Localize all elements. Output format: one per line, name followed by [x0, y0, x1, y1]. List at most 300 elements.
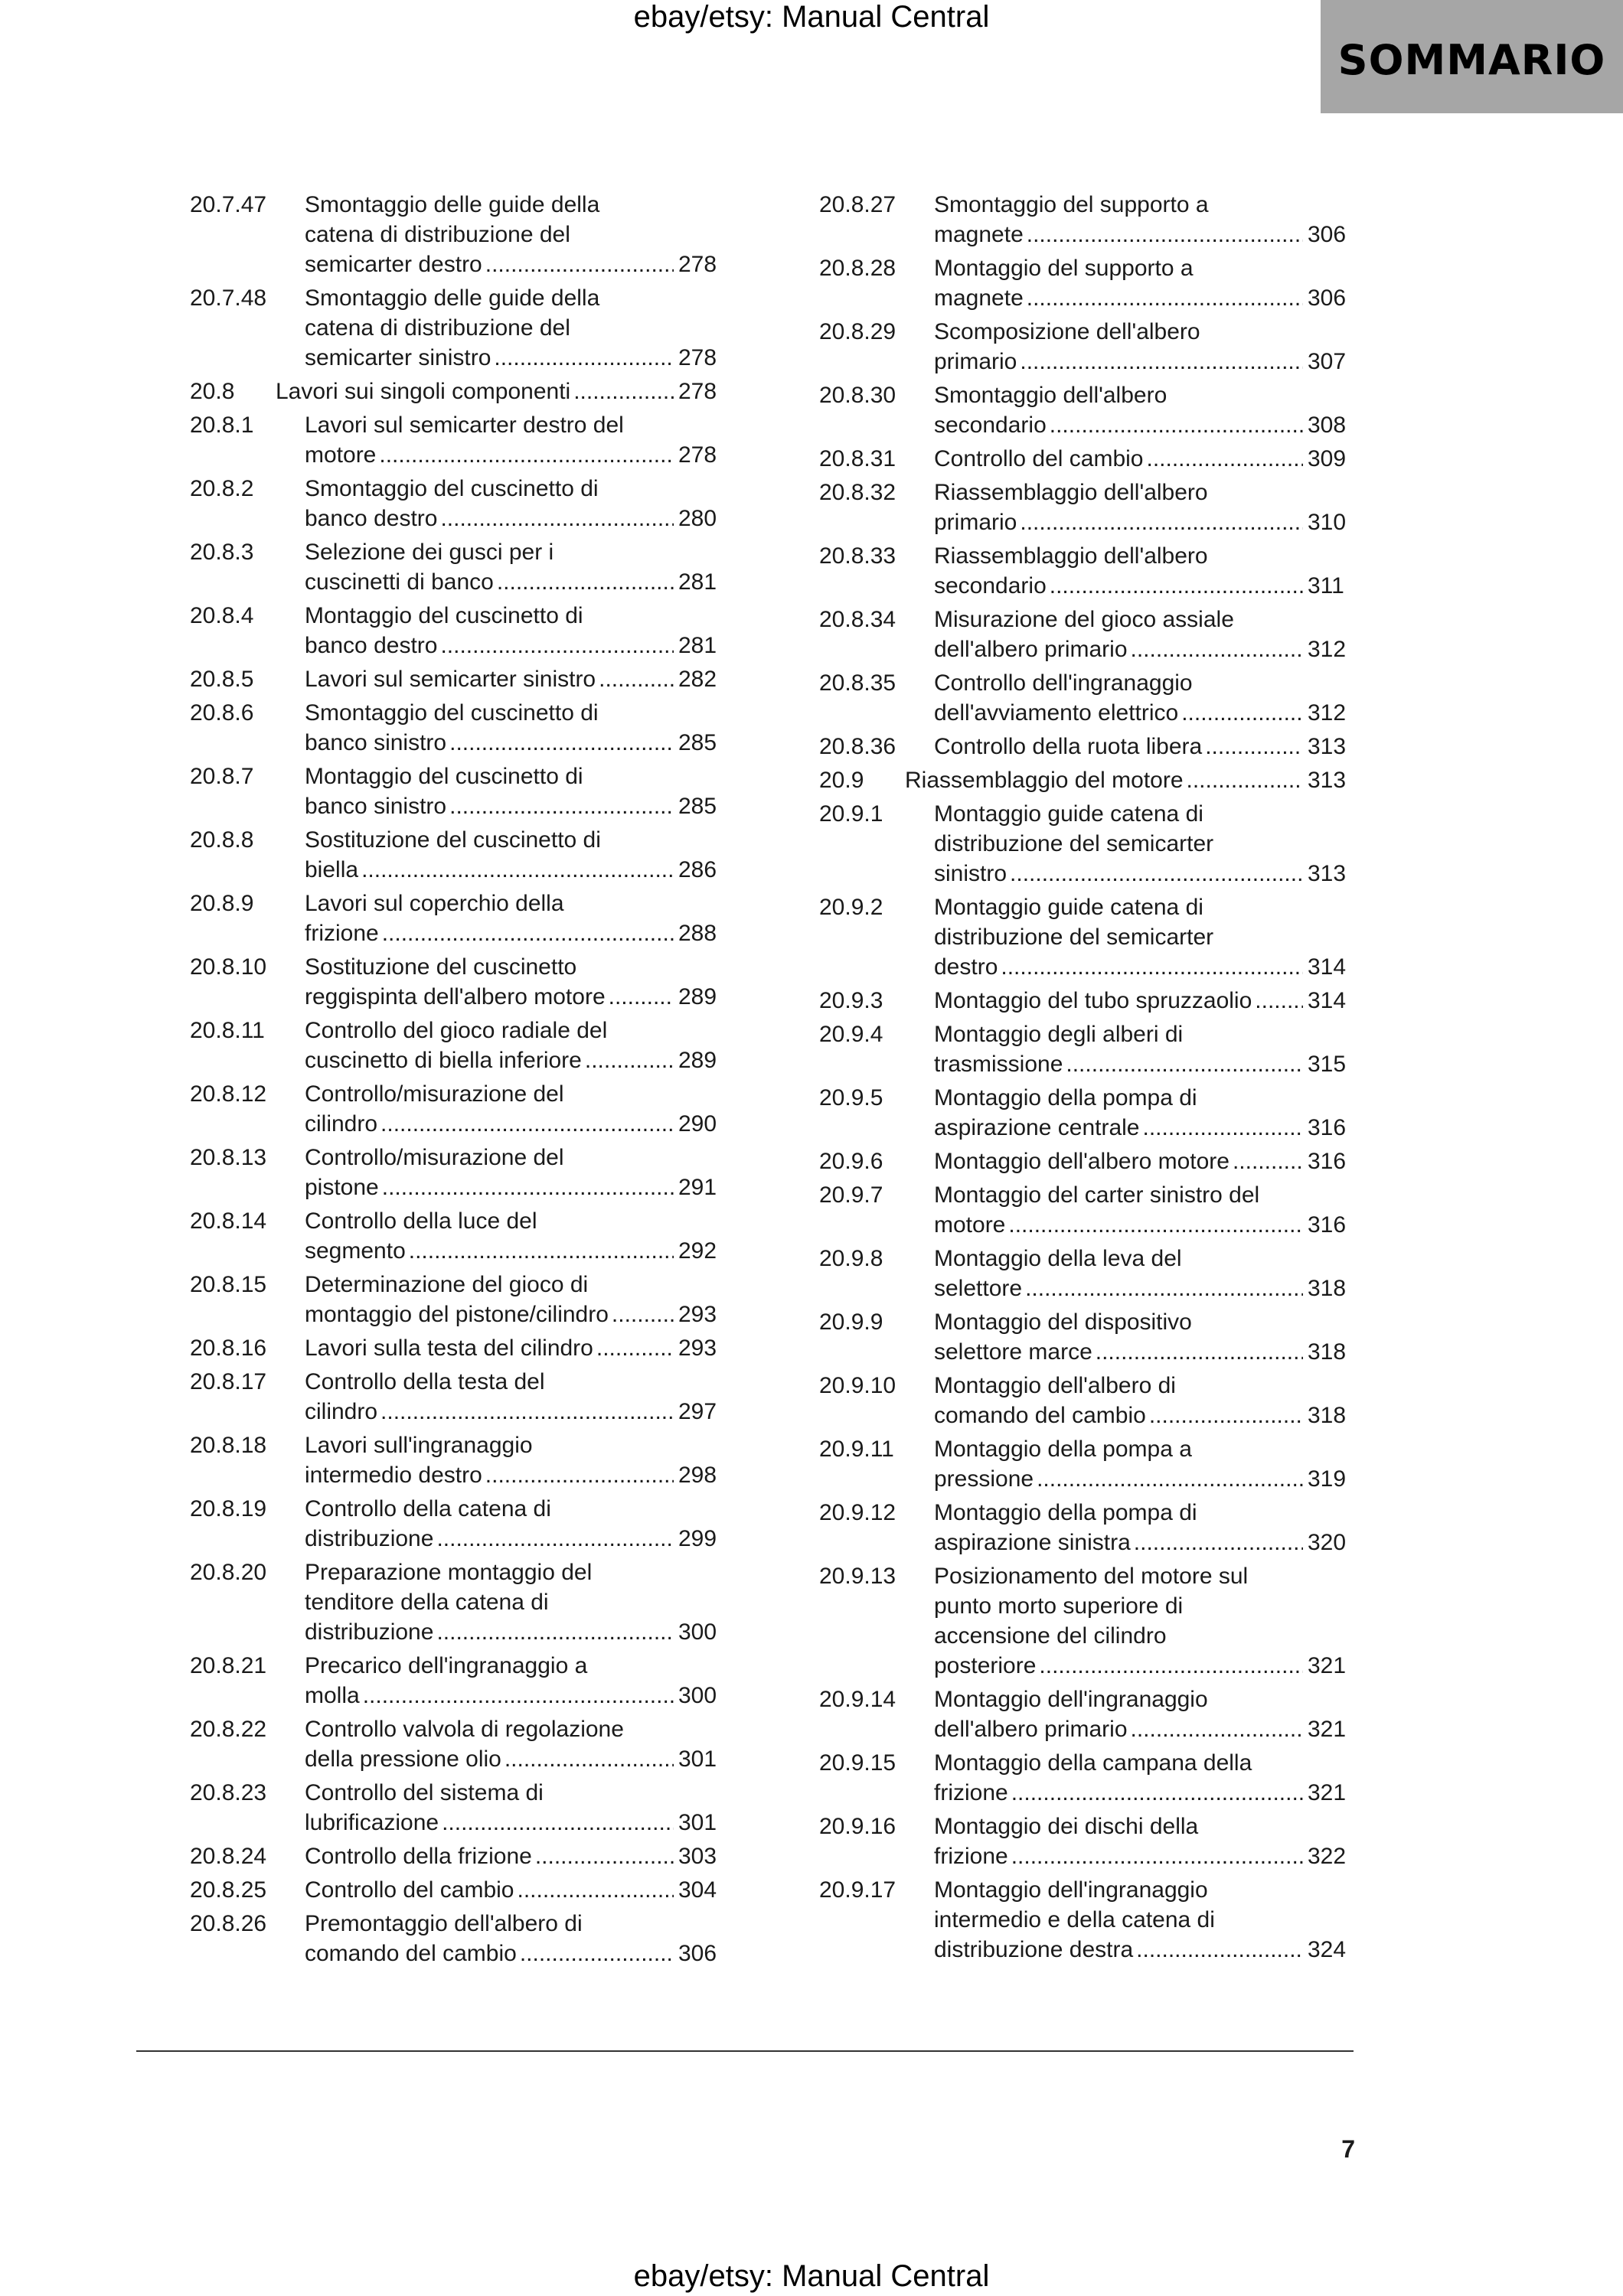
toc-entry-page: 297: [678, 1399, 717, 1424]
toc-entry-title-line: semicarter sinistro: [305, 345, 491, 370]
toc-entry: [190, 1841, 726, 1871]
page-number: 7: [1341, 2135, 1355, 2163]
toc-entry-title-line: banco destro: [305, 633, 438, 658]
toc-entry-title-line: comando del cambio: [305, 1941, 517, 1966]
toc-entry-page: 311: [1308, 573, 1344, 598]
toc-dot-leader: [361, 855, 674, 885]
toc-entry-title-line: Montaggio dell'ingranaggio: [934, 1877, 1208, 1903]
toc-entry: [819, 1180, 1355, 1240]
toc-entry-title-line: Controllo della luce del: [305, 1208, 537, 1234]
toc-entry-title-line: Montaggio della campana della: [934, 1750, 1252, 1776]
toc-entry-page: 289: [678, 984, 717, 1009]
toc-entry-page: 316: [1308, 1149, 1347, 1174]
toc-dot-leader: [585, 1045, 674, 1075]
toc-entry-title-line: reggispinta dell'albero motore: [305, 984, 606, 1009]
toc-entry-title-line: Controllo del cambio: [934, 446, 1144, 471]
toc-column-right: [819, 190, 1355, 1968]
toc-dot-leader: [1134, 1528, 1303, 1557]
toc-entry-number: 20.8.22: [190, 1717, 267, 1742]
toc-entry: [819, 765, 1355, 795]
toc-entry-number: 20.8.31: [819, 446, 896, 471]
toc-entry-number: 20.8.6: [190, 700, 254, 726]
toc-entry-title-line: Preparazione montaggio del: [305, 1560, 593, 1585]
toc-entry-title-line: frizione: [934, 1780, 1008, 1805]
toc-entry-title-line: Premontaggio dell'albero di: [305, 1911, 583, 1936]
toc-entry-number: 20.9.2: [819, 895, 883, 920]
toc-entry: [190, 1714, 726, 1774]
toc-dot-leader: [1066, 1049, 1303, 1079]
toc-entry-page: 291: [678, 1175, 717, 1200]
toc-dot-leader: [382, 1172, 674, 1202]
toc-entry-page: 312: [1308, 637, 1347, 662]
toc-entry-title-line: Montaggio del supporto a: [934, 256, 1194, 281]
toc-entry-page: 315: [1308, 1052, 1347, 1077]
toc-entry-title-line: Scomposizione dell'albero: [934, 319, 1200, 344]
toc-entry-page: 306: [678, 1941, 717, 1966]
toc-dot-leader: [573, 377, 674, 406]
toc-entry: [190, 1016, 726, 1075]
toc-entry-page: 307: [1308, 349, 1347, 374]
toc-dot-leader: [1010, 859, 1303, 889]
toc-entry-page: 299: [678, 1526, 717, 1551]
toc-entry-title-line: della pressione olio: [305, 1746, 501, 1772]
toc-entry-page: 278: [678, 252, 717, 277]
toc-entry-title-line: cilindro: [305, 1111, 378, 1137]
toc-entry-title-line: Montaggio del cuscinetto di: [305, 764, 583, 789]
toc-entry-title-line: Controllo/misurazione del: [305, 1145, 564, 1170]
toc-entry-title-line: motore: [934, 1212, 1006, 1238]
toc-entry-page: 318: [1308, 1276, 1347, 1301]
toc-entry-page: 321: [1308, 1780, 1347, 1805]
toc-entry: [190, 889, 726, 948]
toc-dot-leader: [382, 918, 674, 948]
toc-entry-title-line: Controllo dell'ingranaggio: [934, 670, 1193, 696]
toc-entry: [190, 1494, 726, 1554]
toc-entry-number: 20.8.17: [190, 1369, 267, 1394]
toc-entry-title-line: trasmissione: [934, 1052, 1063, 1077]
toc-entry: [819, 1561, 1355, 1681]
toc-entry-number: 20.8.12: [190, 1081, 267, 1107]
toc-entry: [190, 664, 726, 694]
toc-dot-leader: [1039, 1651, 1303, 1681]
toc-entry-title-line: cuscinetto di biella inferiore: [305, 1048, 582, 1073]
toc-dot-leader: [612, 1300, 674, 1329]
toc-entry-number: 20.8.32: [819, 480, 896, 505]
toc-dot-leader: [1146, 444, 1303, 474]
toc-entry-title-line: Riassemblaggio dell'albero: [934, 543, 1208, 569]
toc-entry: [190, 762, 726, 821]
toc-entry-title-line: Lavori sulla testa del cilindro: [305, 1336, 593, 1361]
toc-entry-page: 316: [1308, 1212, 1347, 1238]
toc-entry-title-line: destro: [934, 954, 998, 980]
toc-entry-number: 20.8.4: [190, 603, 254, 628]
toc-dot-leader: [599, 664, 674, 694]
toc-entry-title-line: Smontaggio dell'albero: [934, 383, 1167, 408]
toc-entry-number: 20.7.47: [190, 192, 267, 217]
toc-entry-page: 282: [678, 667, 717, 692]
toc-dot-leader: [1008, 1210, 1303, 1240]
toc-dot-leader: [1233, 1146, 1303, 1176]
toc-entry-title-line: pistone: [305, 1175, 379, 1200]
toc-entry-page: 301: [678, 1810, 717, 1835]
toc-entry-title-line: Lavori sull'ingranaggio: [305, 1433, 533, 1458]
toc-entry-page: 314: [1308, 988, 1347, 1013]
toc-entry-page: 322: [1308, 1844, 1347, 1869]
toc-entry: [819, 1371, 1355, 1430]
toc-entry-title-line: Lavori sui singoli componenti: [276, 379, 571, 404]
toc-entry: [819, 190, 1355, 249]
toc-entry: [819, 541, 1355, 601]
toc-entry-title-line: primario: [934, 510, 1017, 535]
toc-entry-number: 20.8.2: [190, 476, 254, 501]
toc-entry-number: 20.9.6: [819, 1149, 883, 1174]
toc-entry-title-line: dell'albero primario: [934, 1717, 1128, 1742]
section-tab: [1321, 0, 1623, 113]
toc-entry-title-line: Controllo del sistema di: [305, 1780, 544, 1805]
toc-dot-leader: [1205, 732, 1303, 762]
toc-entry-title-line: Smontaggio del cuscinetto di: [305, 476, 599, 501]
toc-entry-title-line: distribuzione: [305, 1526, 434, 1551]
toc-entry-number: 20.8.14: [190, 1208, 267, 1234]
toc-entry-page: 306: [1308, 285, 1347, 311]
toc-entry: [819, 1019, 1355, 1079]
toc-entry: [819, 1307, 1355, 1367]
toc-entry-title-line: Sostituzione del cuscinetto: [305, 954, 577, 980]
toc-column-left: [190, 190, 726, 1972]
toc-entry-title-line: motore: [305, 442, 377, 468]
toc-dot-leader: [1131, 1714, 1303, 1744]
toc-entry-page: 301: [678, 1746, 717, 1772]
toc-entry-title-line: distribuzione: [305, 1619, 434, 1645]
toc-entry-title-line: Riassemblaggio del motore: [905, 768, 1184, 793]
toc-entry-number: 20.8.24: [190, 1844, 267, 1869]
toc-entry-title-line: punto morto superiore di: [934, 1593, 1184, 1619]
toc-entry-title-line: semicarter destro: [305, 252, 482, 277]
toc-entry-title-line: comando del cambio: [934, 1403, 1146, 1428]
toc-dot-leader: [1096, 1337, 1303, 1367]
toc-entry-page: 314: [1308, 954, 1347, 980]
toc-entry: [819, 668, 1355, 728]
toc-entry-number: 20.8.9: [190, 891, 254, 916]
toc-entry-page: 281: [678, 633, 717, 658]
toc-entry-page: 300: [678, 1619, 717, 1645]
toc-entry-title-line: Controllo della frizione: [305, 1844, 532, 1869]
toc-entry-page: 321: [1308, 1717, 1347, 1742]
toc-entry: [190, 1333, 726, 1363]
toc-entry: [190, 1143, 726, 1202]
toc-entry-page: 318: [1308, 1403, 1347, 1428]
toc-entry-number: 20.8.13: [190, 1145, 267, 1170]
toc-dot-leader: [1037, 1464, 1303, 1494]
toc-entry: [819, 1434, 1355, 1494]
toc-entry-title-line: aspirazione sinistra: [934, 1530, 1131, 1555]
toc-dot-leader: [1020, 507, 1303, 537]
toc-entry-number: 20.9.17: [819, 1877, 896, 1903]
toc-entry-page: 309: [1308, 446, 1347, 471]
toc-entry-page: 312: [1308, 700, 1347, 726]
toc-entry-title-line: Selezione dei gusci per i: [305, 540, 554, 565]
toc-entry-number: 20.8.15: [190, 1272, 267, 1297]
toc-entry-title-line: Montaggio dell'albero di: [934, 1373, 1176, 1398]
toc-entry: [819, 605, 1355, 664]
toc-entry-title-line: dell'albero primario: [934, 637, 1128, 662]
toc-entry: [190, 537, 726, 597]
toc-entry-number: 20.8: [190, 379, 235, 404]
toc-dot-leader: [436, 1617, 674, 1647]
toc-entry-number: 20.8.34: [819, 607, 896, 632]
toc-entry: [190, 377, 726, 406]
section-tab-label: SOMMARIO: [1337, 35, 1606, 84]
toc-entry-number: 20.9.11: [819, 1437, 894, 1462]
toc-entry: [819, 444, 1355, 474]
toc-entry-title-line: Controllo valvola di regolazione: [305, 1717, 624, 1742]
toc-entry-page: 278: [678, 379, 717, 404]
toc-entry: [819, 317, 1355, 377]
toc-dot-leader: [1187, 765, 1303, 795]
toc-entry-number: 20.9.9: [819, 1309, 883, 1335]
toc-dot-leader: [520, 1939, 674, 1968]
toc-dot-leader: [440, 631, 674, 660]
toc-dot-leader: [1011, 1841, 1303, 1871]
toc-dot-leader: [1181, 698, 1303, 728]
toc-entry-number: 20.8.35: [819, 670, 896, 696]
toc-entry-title-line: frizione: [305, 921, 379, 946]
toc-entry-title-line: magnete: [934, 285, 1024, 311]
toc-entry-title-line: Posizionamento del motore sul: [934, 1564, 1249, 1589]
toc-entry-title-line: distribuzione destra: [934, 1937, 1134, 1962]
toc-dot-leader: [1143, 1113, 1304, 1143]
toc-entry-number: 20.8.28: [819, 256, 896, 281]
toc-entry-title-line: Montaggio del carter sinistro del: [934, 1182, 1260, 1208]
toc-entry-page: 324: [1308, 1937, 1347, 1962]
toc-entry-page: 285: [678, 794, 717, 819]
toc-entry-number: 20.8.5: [190, 667, 254, 692]
toc-entry-number: 20.9.5: [819, 1085, 883, 1110]
toc-entry-title-line: Montaggio del tubo spruzzaolio: [934, 988, 1252, 1013]
toc-entry: [819, 732, 1355, 762]
toc-entry-page: 278: [678, 442, 717, 468]
toc-entry-title-line: Montaggio dell'albero motore: [934, 1149, 1229, 1174]
toc-dot-leader: [442, 1808, 674, 1838]
toc-entry-number: 20.8.29: [819, 319, 896, 344]
toc-entry: [819, 1498, 1355, 1557]
toc-entry-page: 321: [1308, 1653, 1347, 1678]
toc-dot-leader: [409, 1236, 674, 1266]
toc-entry-title-line: segmento: [305, 1238, 406, 1264]
toc-entry: [819, 253, 1355, 313]
toc-entry-title-line: sinistro: [934, 861, 1007, 886]
toc-entry-number: 20.9.1: [819, 801, 883, 827]
footer-divider: [136, 2050, 1354, 2052]
toc-entry-title-line: Riassemblaggio dell'albero: [934, 480, 1208, 505]
toc-dot-leader: [1025, 1274, 1303, 1303]
toc-entry-title-line: molla: [305, 1683, 360, 1708]
toc-dot-leader: [596, 1333, 674, 1363]
toc-entry-page: 313: [1308, 768, 1347, 793]
toc-dot-leader: [517, 1875, 674, 1905]
toc-dot-leader: [1027, 283, 1303, 313]
toc-entry-page: 288: [678, 921, 717, 946]
toc-entry-page: 300: [678, 1683, 717, 1708]
toc-dot-leader: [505, 1744, 674, 1774]
toc-entry: [819, 1244, 1355, 1303]
toc-entry-title-line: banco destro: [305, 506, 438, 531]
toc-entry-number: 20.8.26: [190, 1911, 267, 1936]
toc-entry-title-line: magnete: [934, 222, 1024, 247]
toc-entry: [190, 1206, 726, 1266]
toc-entry-number: 20.8.36: [819, 734, 896, 759]
toc-entry-title-line: accensione del cilindro: [934, 1623, 1167, 1649]
toc-entry: [819, 1146, 1355, 1176]
toc-entry-title-line: pressione: [934, 1466, 1034, 1492]
toc-entry-title-line: Smontaggio del supporto a: [934, 192, 1209, 217]
toc-entry-number: 20.8.21: [190, 1653, 267, 1678]
toc-entry-page: 281: [678, 569, 717, 595]
toc-entry-title-line: Controllo/misurazione del: [305, 1081, 564, 1107]
toc-dot-leader: [1149, 1401, 1303, 1430]
toc-entry-title-line: intermedio destro: [305, 1463, 482, 1488]
toc-entry-title-line: Determinazione del gioco di: [305, 1272, 589, 1297]
toc-entry: [190, 474, 726, 533]
toc-entry-page: 318: [1308, 1339, 1347, 1365]
toc-entry-number: 20.9.14: [819, 1687, 896, 1712]
toc-entry-number: 20.8.25: [190, 1877, 267, 1903]
toc-entry-title-line: catena di distribuzione del: [305, 222, 570, 247]
toc-entry-title-line: posteriore: [934, 1653, 1037, 1678]
toc-entry: [819, 1875, 1355, 1965]
toc-entry-page: 290: [678, 1111, 717, 1137]
toc-entry-number: 20.9.13: [819, 1564, 896, 1589]
toc-entry: [190, 1909, 726, 1968]
toc-entry-number: 20.8.16: [190, 1336, 267, 1361]
toc-entry: [190, 1778, 726, 1838]
toc-entry-title-line: intermedio e della catena di: [934, 1907, 1215, 1932]
toc-entry-title-line: Controllo della testa del: [305, 1369, 545, 1394]
toc-entry-number: 20.8.19: [190, 1496, 267, 1521]
toc-entry-title-line: Sostituzione del cuscinetto di: [305, 827, 601, 853]
toc-entry-page: 303: [678, 1844, 717, 1869]
toc-dot-leader: [609, 982, 674, 1012]
toc-entry: [190, 1270, 726, 1329]
footer-watermark-text: ebay/etsy: Manual Central: [633, 2259, 990, 2293]
toc-entry-page: 292: [678, 1238, 717, 1264]
toc-entry-title-line: selettore marce: [934, 1339, 1092, 1365]
toc-entry-title-line: Montaggio del dispositivo: [934, 1309, 1192, 1335]
toc-dot-leader: [1050, 571, 1303, 601]
toc-entry: [190, 1875, 726, 1905]
toc-entry-title-line: Montaggio del cuscinetto di: [305, 603, 583, 628]
toc-entry-page: 285: [678, 730, 717, 755]
toc-entry-page: 308: [1308, 413, 1347, 438]
toc-entry-number: 20.9.12: [819, 1500, 896, 1525]
toc-dot-leader: [1001, 952, 1303, 982]
toc-entry-page: 286: [678, 857, 717, 882]
toc-dot-leader: [440, 504, 674, 533]
toc-dot-leader: [449, 791, 674, 821]
toc-entry-title-line: Montaggio della leva del: [934, 1246, 1182, 1271]
toc-entry: [819, 1684, 1355, 1744]
toc-entry: [819, 1748, 1355, 1808]
toc-entry-number: 20.9.3: [819, 988, 883, 1013]
toc-dot-leader: [363, 1681, 674, 1711]
toc-entry-number: 20.9.16: [819, 1814, 896, 1839]
toc-entry-number: 20.9.7: [819, 1182, 883, 1208]
toc-dot-leader: [1131, 634, 1303, 664]
toc-entry-page: 313: [1308, 734, 1347, 759]
toc-entry-page: 313: [1308, 861, 1347, 886]
toc-dot-leader: [485, 249, 674, 279]
toc-entry: [190, 190, 726, 279]
toc-entry-page: 306: [1308, 222, 1347, 247]
toc-entry-title-line: selettore: [934, 1276, 1023, 1301]
toc-entry-title-line: Controllo della ruota libera: [934, 734, 1203, 759]
toc-entry: [190, 1367, 726, 1427]
toc-entry: [190, 952, 726, 1012]
toc-entry-title-line: Montaggio della pompa di: [934, 1085, 1197, 1110]
toc-entry-page: 320: [1308, 1530, 1347, 1555]
toc-entry-title-line: banco sinistro: [305, 794, 447, 819]
toc-entry-page: 293: [678, 1302, 717, 1327]
toc-dot-leader: [1027, 220, 1303, 249]
toc-entry: [819, 799, 1355, 889]
toc-entry-page: 298: [678, 1463, 717, 1488]
toc-dot-leader: [1011, 1778, 1303, 1808]
toc-entry-title-line: Controllo del cambio: [305, 1877, 514, 1903]
toc-entry-number: 20.9.8: [819, 1246, 883, 1271]
toc-entry-number: 20.9: [819, 768, 864, 793]
toc-entry: [190, 283, 726, 373]
toc-dot-leader: [380, 1397, 674, 1427]
toc-entry-number: 20.9.4: [819, 1022, 883, 1047]
toc-dot-leader: [1255, 986, 1303, 1016]
toc-dot-leader: [497, 567, 674, 597]
toc-entry-title-line: secondario: [934, 573, 1047, 598]
toc-entry-title-line: primario: [934, 349, 1017, 374]
toc-entry-title-line: Lavori sul semicarter sinistro: [305, 667, 596, 692]
header-watermark-text: ebay/etsy: Manual Central: [633, 0, 990, 34]
toc-entry-title-line: tenditore della catena di: [305, 1590, 549, 1615]
toc-entry-page: 310: [1308, 510, 1347, 535]
toc-dot-leader: [535, 1841, 674, 1871]
toc-entry-title-line: Smontaggio delle guide della: [305, 285, 600, 311]
toc-entry: [819, 1083, 1355, 1143]
toc-entry: [190, 601, 726, 660]
toc-dot-leader: [380, 1109, 674, 1139]
toc-entry-title-line: distribuzione del semicarter: [934, 925, 1214, 950]
toc-entry-title-line: aspirazione centrale: [934, 1115, 1140, 1140]
toc-entry-title-line: Montaggio della pompa di: [934, 1500, 1197, 1525]
toc-entry-title-line: Lavori sul semicarter destro del: [305, 413, 624, 438]
toc-entry-title-line: Lavori sul coperchio della: [305, 891, 564, 916]
toc-entry-title-line: Montaggio dell'ingranaggio: [934, 1687, 1208, 1712]
toc-entry-number: 20.8.18: [190, 1433, 267, 1458]
toc-entry-number: 20.8.1: [190, 413, 254, 438]
toc-entry-number: 20.8.33: [819, 543, 896, 569]
toc-entry: [819, 892, 1355, 982]
toc-entry-title-line: Montaggio guide catena di: [934, 801, 1203, 827]
toc-entry-title-line: Smontaggio delle guide della: [305, 192, 600, 217]
toc-entry: [819, 380, 1355, 440]
toc-entry-title-line: banco sinistro: [305, 730, 447, 755]
toc-entry-number: 20.8.10: [190, 954, 267, 980]
toc-entry-title-line: biella: [305, 857, 359, 882]
toc-entry-number: 20.8.20: [190, 1560, 267, 1585]
toc-entry-title-line: lubrificazione: [305, 1810, 439, 1835]
toc-entry-number: 20.8.7: [190, 764, 254, 789]
toc-entry-page: 293: [678, 1336, 717, 1361]
toc-dot-leader: [1020, 347, 1303, 377]
toc-entry-title-line: Smontaggio del cuscinetto di: [305, 700, 599, 726]
